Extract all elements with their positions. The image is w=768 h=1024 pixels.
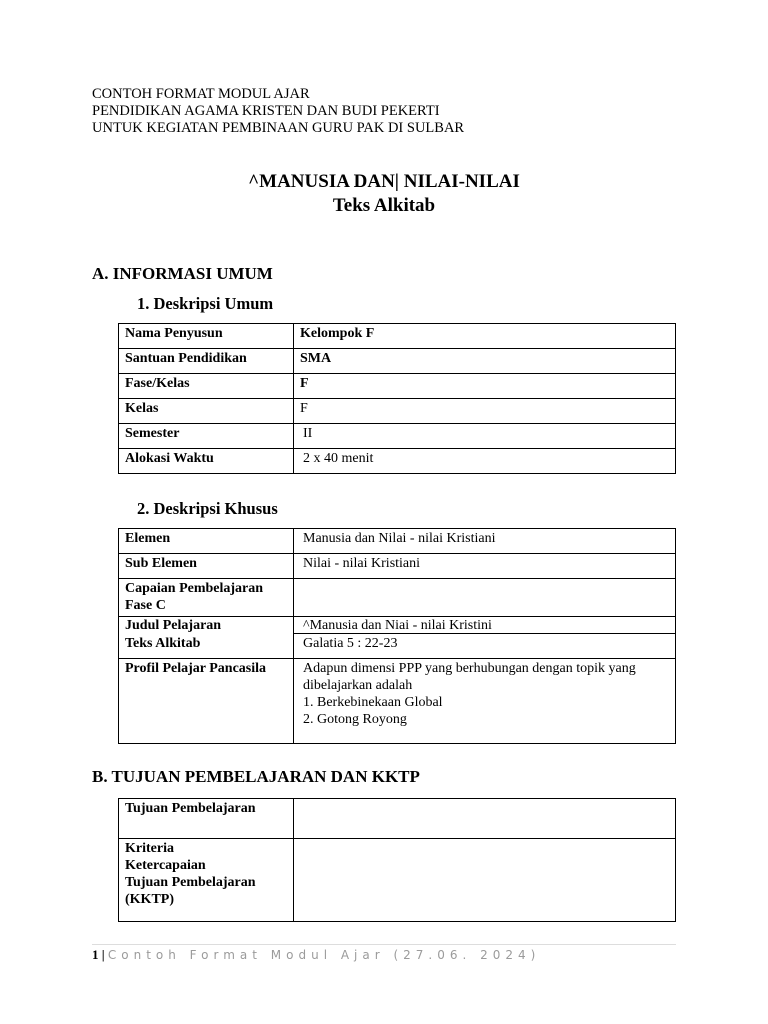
- learning-objectives-table: [118, 798, 676, 922]
- table-row: [119, 529, 676, 554]
- table-key: Capaian Pembelajaran Fase C: [119, 579, 294, 617]
- table-value: ^Manusia dan Niai - nilai Kristini: [294, 617, 676, 634]
- table-row: [119, 617, 676, 634]
- table-row: [119, 424, 676, 449]
- table-row: [119, 324, 676, 349]
- ppp-item-1: 1. Berkebinekaan Global: [303, 695, 443, 710]
- table-value: [294, 579, 676, 617]
- table-value: Nilai - nilai Kristiani: [294, 554, 676, 579]
- table-key: Kelas: [119, 399, 294, 424]
- table-row: [119, 799, 676, 839]
- table-key: Sub Elemen: [119, 554, 294, 579]
- table-key: Judul Pelajaran: [119, 617, 294, 634]
- document-title: ^MANUSIA DAN| NILAI-NILAI: [248, 171, 520, 192]
- document-header: [92, 86, 464, 137]
- table-value: [294, 799, 676, 839]
- table-value: [294, 839, 676, 922]
- page-number: 1: [92, 947, 99, 962]
- table-value: Galatia 5 : 22-23: [294, 634, 676, 659]
- table-value: II: [294, 424, 676, 449]
- table-value: 2 x 40 menit: [294, 449, 676, 474]
- kktp-label-line-4: (KKTP): [125, 892, 174, 907]
- table-value: [294, 659, 676, 744]
- table-value: F: [294, 399, 676, 424]
- table-value: Kelompok F: [294, 324, 676, 349]
- table-key: Teks Alkitab: [119, 634, 294, 659]
- table-key: Fase/Kelas: [119, 374, 294, 399]
- table-row: [119, 449, 676, 474]
- document-subtitle: Teks Alkitab: [332, 195, 436, 216]
- section-a-heading: A. INFORMASI UMUM: [92, 264, 273, 283]
- kktp-label-line-3: Tujuan Pembelajaran: [125, 875, 256, 890]
- section-b-heading: B. TUJUAN PEMBELAJARAN DAN KKTP: [92, 767, 420, 786]
- table-key: Nama Penyusun: [119, 324, 294, 349]
- table-key: Alokasi Waktu: [119, 449, 294, 474]
- page-footer: [92, 947, 540, 963]
- ppp-intro: Adapun dimensi PPP yang berhubungan dengan topik yang dibelajarkan adalah: [303, 661, 636, 693]
- table-key: Profil Pelajar Pancasila: [119, 659, 294, 744]
- footer-separator: |: [101, 947, 105, 962]
- table-key: Semester: [119, 424, 294, 449]
- table-row: [119, 349, 676, 374]
- footer-text: Contoh Format Modul Ajar (27.06. 2024): [107, 948, 541, 962]
- table-row: [119, 399, 676, 424]
- table-key: [119, 839, 294, 922]
- table-key: Elemen: [119, 529, 294, 554]
- table-value: F: [294, 374, 676, 399]
- table-row: [119, 839, 676, 922]
- table-key: Santuan Pendidikan: [119, 349, 294, 374]
- footer-divider: [92, 944, 676, 945]
- table-row: [119, 634, 676, 659]
- table-row: [119, 374, 676, 399]
- general-description-table: [118, 323, 676, 474]
- subsection-2-heading: 2. Deskripsi Khusus: [137, 499, 278, 518]
- table-row: [119, 659, 676, 744]
- header-line-3: UNTUK KEGIATAN PEMBINAAN GURU PAK DI SULBAR: [92, 120, 465, 136]
- table-key: Tujuan Pembelajaran: [119, 799, 294, 839]
- kktp-label-line-1: Kriteria: [125, 841, 174, 856]
- subsection-1-heading: 1. Deskripsi Umum: [137, 294, 274, 313]
- table-value: Manusia dan Nilai - nilai Kristiani: [294, 529, 676, 554]
- header-line-2: PENDIDIKAN AGAMA KRISTEN DAN BUDI PEKERTI: [92, 103, 440, 119]
- table-row: [119, 579, 676, 617]
- header-line-1: CONTOH FORMAT MODUL AJAR: [92, 86, 310, 102]
- kktp-label-line-2: Ketercapaian: [125, 858, 206, 873]
- ppp-item-2: 2. Gotong Royong: [303, 712, 407, 727]
- table-row: [119, 554, 676, 579]
- table-value: SMA: [294, 349, 676, 374]
- specific-description-table: [118, 528, 676, 744]
